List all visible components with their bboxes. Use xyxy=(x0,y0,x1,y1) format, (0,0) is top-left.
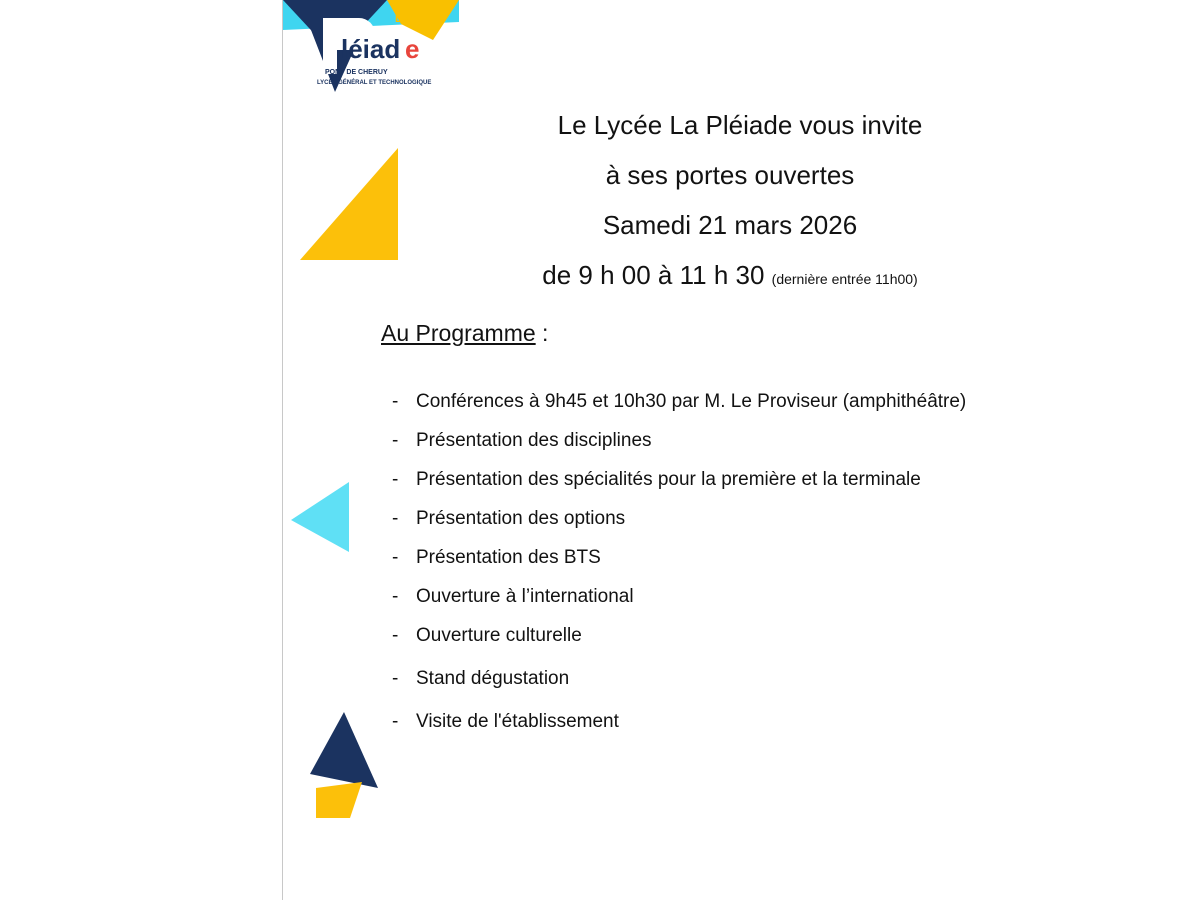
list-item-label: Présentation des BTS xyxy=(416,547,601,568)
list-item xyxy=(392,499,1012,538)
programme-title-text: Au Programme xyxy=(381,320,536,346)
list-bullet: - xyxy=(392,668,399,689)
svg-text:e: e xyxy=(405,34,420,64)
list-item xyxy=(392,382,1012,421)
list-item-label: Présentation des disciplines xyxy=(416,430,652,451)
headline-time-note: (dernière entrée 11h00) xyxy=(771,271,918,287)
headline-line-1: Le Lycée La Pléiade vous invite xyxy=(557,110,923,140)
navy-arrow-shape xyxy=(308,712,386,820)
list-item xyxy=(392,421,1012,460)
page-left-rule xyxy=(282,0,283,900)
list-bullet: - xyxy=(392,711,399,732)
list-item-label: Stand dégustation xyxy=(416,668,570,689)
poster-headline xyxy=(380,100,1080,304)
list-bullet: - xyxy=(392,430,399,451)
headline-line-3: Samedi 21 mars 2026 xyxy=(602,210,858,240)
svg-text:LYCÉE GÉNÉRAL ET TECHNOLOGIQUE: LYCÉE GÉNÉRAL ET TECHNOLOGIQUE xyxy=(317,80,432,86)
list-item-label: Ouverture à l’international xyxy=(416,586,634,607)
list-item xyxy=(392,659,1012,698)
list-item-label: Présentation des options xyxy=(416,508,626,529)
list-bullet: - xyxy=(392,586,399,607)
svg-text:PONT DE CHERUY: PONT DE CHERUY xyxy=(325,69,388,76)
list-item xyxy=(392,577,1012,616)
school-logo xyxy=(283,0,459,92)
list-item xyxy=(392,616,1012,655)
list-item-label: Ouverture culturelle xyxy=(416,625,582,646)
list-item-label: Visite de l'établissement xyxy=(416,711,619,732)
programme-title-suffix: : xyxy=(535,320,549,346)
headline-time: de 9 h 00 à 11 h 30 xyxy=(542,260,765,290)
list-bullet: - xyxy=(392,547,399,568)
list-item-label: Présentation des spécialités pour la première et la terminale xyxy=(416,469,921,490)
list-item xyxy=(392,702,1012,741)
list-bullet: - xyxy=(392,625,399,646)
programme-list xyxy=(392,382,1012,741)
list-item-label: Conférences à 9h45 et 10h30 par M. Le Proviseur (amphithéâtre) xyxy=(416,391,967,412)
svg-text:léiad: léiad xyxy=(341,34,401,64)
list-item xyxy=(392,460,1012,499)
headline-line-2: à ses portes ouvertes xyxy=(605,160,855,190)
cyan-triangle-shape xyxy=(291,482,351,556)
headline-line-4 xyxy=(380,250,1080,304)
list-bullet: - xyxy=(392,469,399,490)
svg-text:La: La xyxy=(395,13,408,25)
list-bullet: - xyxy=(392,391,399,412)
programme-section-title xyxy=(381,320,548,347)
list-bullet: - xyxy=(392,508,399,529)
list-item xyxy=(392,538,1012,577)
